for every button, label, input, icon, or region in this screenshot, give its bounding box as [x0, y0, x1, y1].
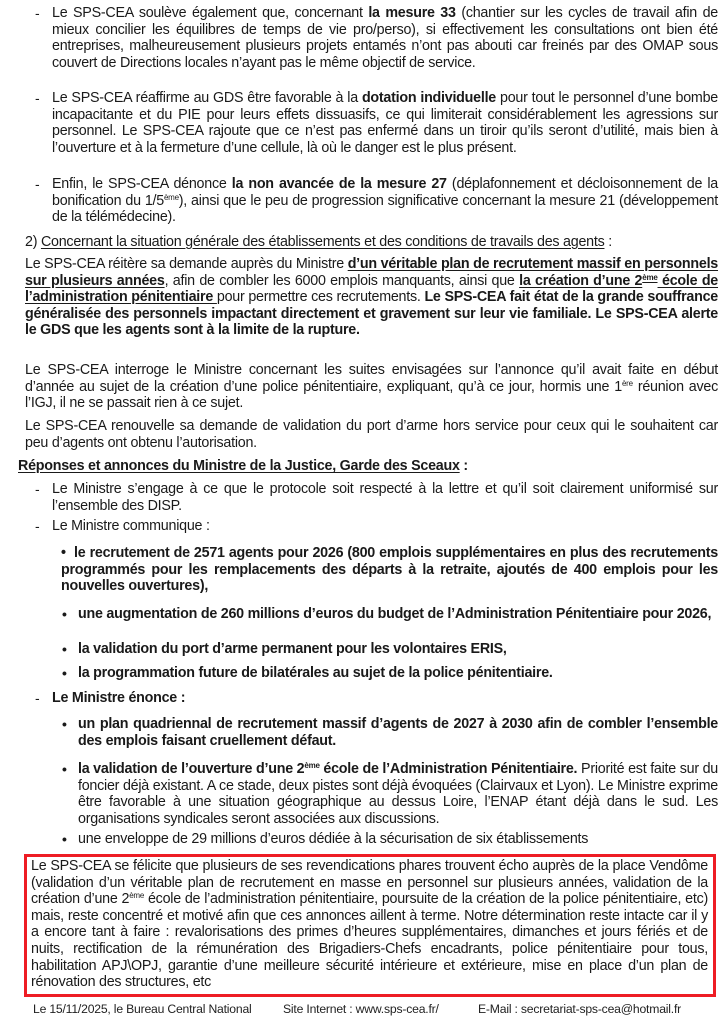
- bullet-icon: •: [62, 716, 67, 732]
- enonce-bullet-enveloppe: [78, 831, 718, 848]
- list-dash: -: [35, 518, 40, 534]
- text-run: dotation individuelle: [361, 90, 496, 106]
- communique-bullet-bilaterales: la programmation future de bilatérales au sujet de la police pénitentiaire.: [78, 665, 553, 681]
- section1-item-mesure33: [52, 5, 718, 71]
- text-run: ème: [163, 192, 179, 202]
- heading-colon: :: [459, 458, 468, 474]
- text-run: une enveloppe de 29 millions d’euros dédiée à la sécurisation de six établissements: [78, 831, 589, 847]
- minister-enonce-label: Le Ministre énonce :: [52, 690, 186, 706]
- section1-item-dotation: [52, 90, 718, 156]
- section2-paragraph-police: [25, 362, 718, 412]
- list-dash: -: [35, 5, 40, 21]
- text-run: (déplafonnement et décloisonnement de la bonification du 1/5: [52, 176, 718, 209]
- text-run: Le SPS-CEA fait état de la grande souffrance généralisée des personnels impactant directement et gravement sur leur vie familiale. Le SPS-CEA alerte le GDS que les agents sont à la limite de la rupture.: [25, 289, 718, 339]
- text-run: la création d’une 2: [519, 272, 643, 289]
- section2-heading-text: Concernant la situation générale des établissements et des conditions de travails des agents: [40, 234, 605, 250]
- text-run: ème: [129, 891, 145, 901]
- conclusion-text: [31, 858, 708, 991]
- bullet-icon: •: [62, 665, 67, 681]
- text-run: pour permettre ces recrutements.: [216, 289, 425, 306]
- text-run: ), ainsi que le peu de progression significative concernant la mesure 21 (développement de la télémédecine).: [52, 192, 718, 226]
- section3-heading: [18, 458, 718, 475]
- bullet-icon: •: [61, 545, 66, 561]
- heading-colon: :: [604, 234, 612, 250]
- text-run: la validation de l’ouverture d’une 2: [78, 761, 305, 777]
- section2-paragraph-port-arme: [25, 418, 718, 451]
- bullet-icon: •: [62, 641, 67, 657]
- minister-protocol-item: Le Ministre s’engage à ce que le protocole soit respecté à la lettre et qu’il soit clairement uniformisé sur l’ensemble des DISP.: [52, 481, 718, 514]
- bullet-icon: •: [62, 606, 67, 622]
- text-run: Le SPS-CEA soulève également que, concernant: [52, 5, 369, 21]
- text-run: pour tout le personnel d’une bombe incapacitante et du PIE pour leurs effets dissuasifs, ce qui limiterait considérablement les agressions sur personnel. Le SPS-CEA rajoute que ce n’est pas enfermé dans un tiroir qu’ils seront d’utilité, mais bien à l’ouverture et à la fermeture d’une cellule, là où le danger est le plus présent.: [52, 90, 718, 156]
- footer-date-signature: Le 15/11/2025, le Bureau Central National: [33, 1002, 252, 1016]
- text-run: Le SPS-CEA interroge le Ministre concernant les suites envisagées sur l’annonce qu’il avait faite en début d’année au sujet de la création d’une police pénitentiaire, expliquant, qu’à ce jour, hormis une 1: [25, 362, 718, 395]
- text-run: Priorité est faite sur du foncier déjà existant. A ce stade, deux pistes sont déjà évoquées (Clairvaux et Lyon). Le Ministre exprime être favorable à une situation géographique au dessus Loire, l’ENAP étant déjà dans le sud. Les organisations syndicales seront associées aux discussions.: [78, 761, 719, 827]
- list-dash: -: [35, 690, 40, 706]
- text-run: Le SPS-CEA réaffirme au GDS être favorable à la: [52, 90, 362, 106]
- section2-paragraph-recrutement: [25, 256, 718, 339]
- enonce-bullet-ecole: [78, 761, 718, 827]
- footer-website[interactable]: Site Internet : www.sps-cea.fr/: [283, 1002, 439, 1016]
- section3-heading-text: Réponses et annonces du Ministre de la Justice, Garde des Sceaux: [18, 458, 460, 474]
- footer-email[interactable]: E-Mail : secretariat-sps-cea@hotmail.fr: [478, 1002, 682, 1016]
- section1-item-mesure27: [52, 176, 718, 226]
- text-run: école de l’administration pénitentiaire, poursuite de la création de la police pénitentiaire, etc) mais, reste concentré et motivé afin que ces annonces aillent à terme. Notre détermination reste intacte car il y a encore tant à faire : revalorisations des primes d’heures supplémentaires, dimanches et jours fériés et de nuits, rectification de la rémunération des Brigadiers-Chefs encadrants, police pénitentiaire pour tous, habilitation APJ\OPJ, garantie d’une meilleure sécurité intérieure et extérieure, mise en place d’un plan de rénovation des structures, etc: [31, 891, 708, 991]
- section2-heading: [25, 234, 718, 251]
- text-run: Le SPS-CEA renouvelle sa demande de validation du port d’arme hors service pour ceux qui le souhaitent car peu d’agents ont obtenu l’autorisation.: [25, 418, 718, 451]
- text-run: ère: [621, 378, 633, 388]
- text-run: Le SPS-CEA réitère sa demande auprès du Ministre: [25, 256, 348, 272]
- minister-communique-label: Le Ministre communique :: [52, 518, 210, 534]
- text-run: école de l’administration pénitentiaire: [25, 272, 719, 306]
- text-run: ème: [304, 761, 320, 770]
- communique-bullet-port-arme: la validation du port d’arme permanent pour les volontaires ERIS,: [78, 641, 507, 657]
- bullet-icon: •: [62, 831, 67, 847]
- text-run: un plan quadriennal de recrutement massif d’agents de 2027 à 2030 afin de combler l’ensemble des emplois faisant cruellement défaut.: [78, 716, 718, 749]
- communique-bullet-text: le recrutement de 2571 agents pour 2026 (800 emplois supplémentaires en plus des recrutements programmés pour les remplacements des départs à la retraite, ajoutés de 400 emplois pour les nouvelles ouvertures),: [61, 545, 718, 595]
- text-run: (chantier sur les cycles de travail afin de mieux concilier les équilibres de temps de vie pro/perso), si effectivement les consultations ont bien été entreprises, malheureusement plusieurs projets entamés n’ont pas abouti car freinés par des OMAP sous couvert de Directions locales n’ayant pas le même objectif de service.: [52, 5, 718, 71]
- communique-bullet-budget: une augmentation de 260 millions d’euros du budget de l’Administration Pénitentiaire pour 2026,: [78, 606, 712, 622]
- bullet-icon: •: [62, 761, 67, 777]
- list-dash: -: [35, 176, 40, 192]
- text-run: d’un véritable plan de recrutement massif en personnels sur plusieurs années: [25, 256, 719, 289]
- section2-heading-number: 2): [25, 234, 41, 250]
- list-dash: -: [35, 481, 40, 497]
- text-run: la non avancée de la mesure 27: [231, 176, 447, 192]
- text-run: école de l’Administration Pénitentiaire.: [319, 761, 578, 777]
- communique-bullet-recrutement: [61, 545, 718, 595]
- text-run: la mesure 33: [368, 5, 456, 21]
- text-run: ème: [642, 272, 658, 282]
- text-run: Enfin, le SPS-CEA dénonce: [52, 176, 232, 192]
- list-dash: -: [35, 90, 40, 106]
- text-run: Le SPS-CEA se félicite que plusieurs de ses revendications phares trouvent écho auprès de la place Vendôme (validation d’un véritable plan de recrutement en masse en personnel sur plusieurs années, validation de la création d’une 2: [31, 858, 708, 908]
- text-run: , afin de combler les 6000 emplois manquants, ainsi que: [164, 272, 520, 289]
- text-run: réunion avec l’IGJ, il ne se passait rien à ce sujet.: [25, 378, 719, 412]
- enonce-bullet-plan-quadriennal: [78, 716, 718, 749]
